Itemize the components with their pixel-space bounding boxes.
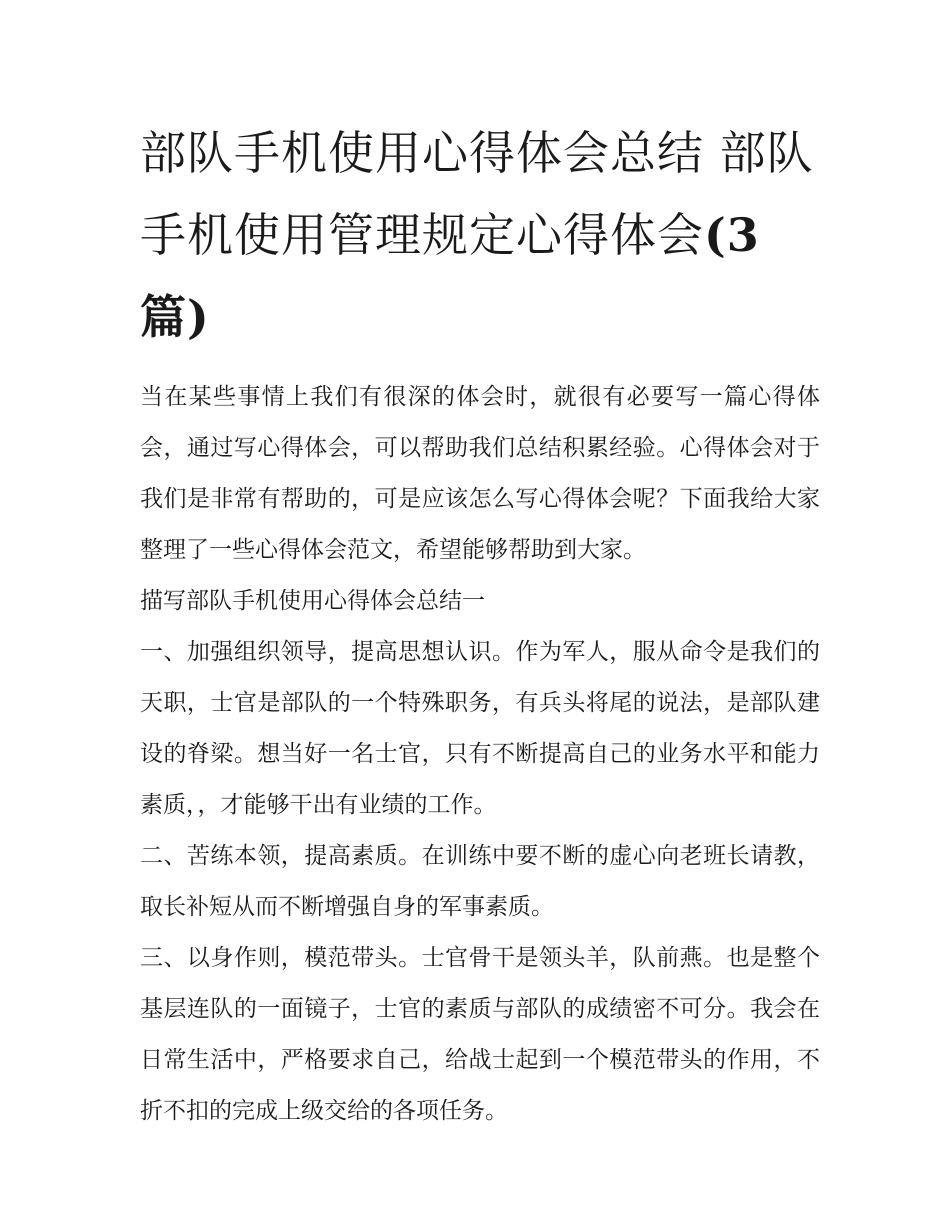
point-three-paragraph: 三、以身作则，模范带头。士官骨干是领头羊，队前燕。也是整个基层连队的一面镜子，士官的素质与部队的成绩密不可分。我会在日常生活中，严格要求自己，给战士起到一个模范带头的作用，不折不扣的完成上级交给的各项任务。 — [140, 945, 820, 1124]
point-two-paragraph: 二、苦练本领，提高素质。在训练中要不断的虚心向老班长请教，取长补短从而不断增强自身的军事素质。 — [140, 843, 820, 920]
document-page — [140, 112, 820, 1137]
document-body — [140, 372, 820, 1137]
title-count: (3篇) — [140, 208, 760, 344]
intro-paragraph: 当在某些事情上我们有很深的体会时，就很有必要写一篇心得体会，通过写心得体会，可以帮助我们总结积累经验。心得体会对于我们是非常有帮助的，可是应该怎么写心得体会呢？下面我给大家整理了一些心得体会范文，希望能够帮助到大家。 — [140, 384, 820, 563]
point-one-paragraph: 一、加强组织领导，提高思想认识。作为军人，服从命令是我们的天职，士官是部队的一个特殊职务，有兵头将尾的说法，是部队建设的脊梁。想当好一名士官，只有不断提高自己的业务水平和能力素质，，才能够干出有业绩的工作。 — [140, 639, 820, 818]
section-heading: 描写部队手机使用心得体会总结一 — [140, 588, 485, 614]
title-main: 部队手机使用心得体会总结 部队手机使用管理规定心得体会 — [140, 126, 814, 262]
document-title — [140, 112, 820, 358]
